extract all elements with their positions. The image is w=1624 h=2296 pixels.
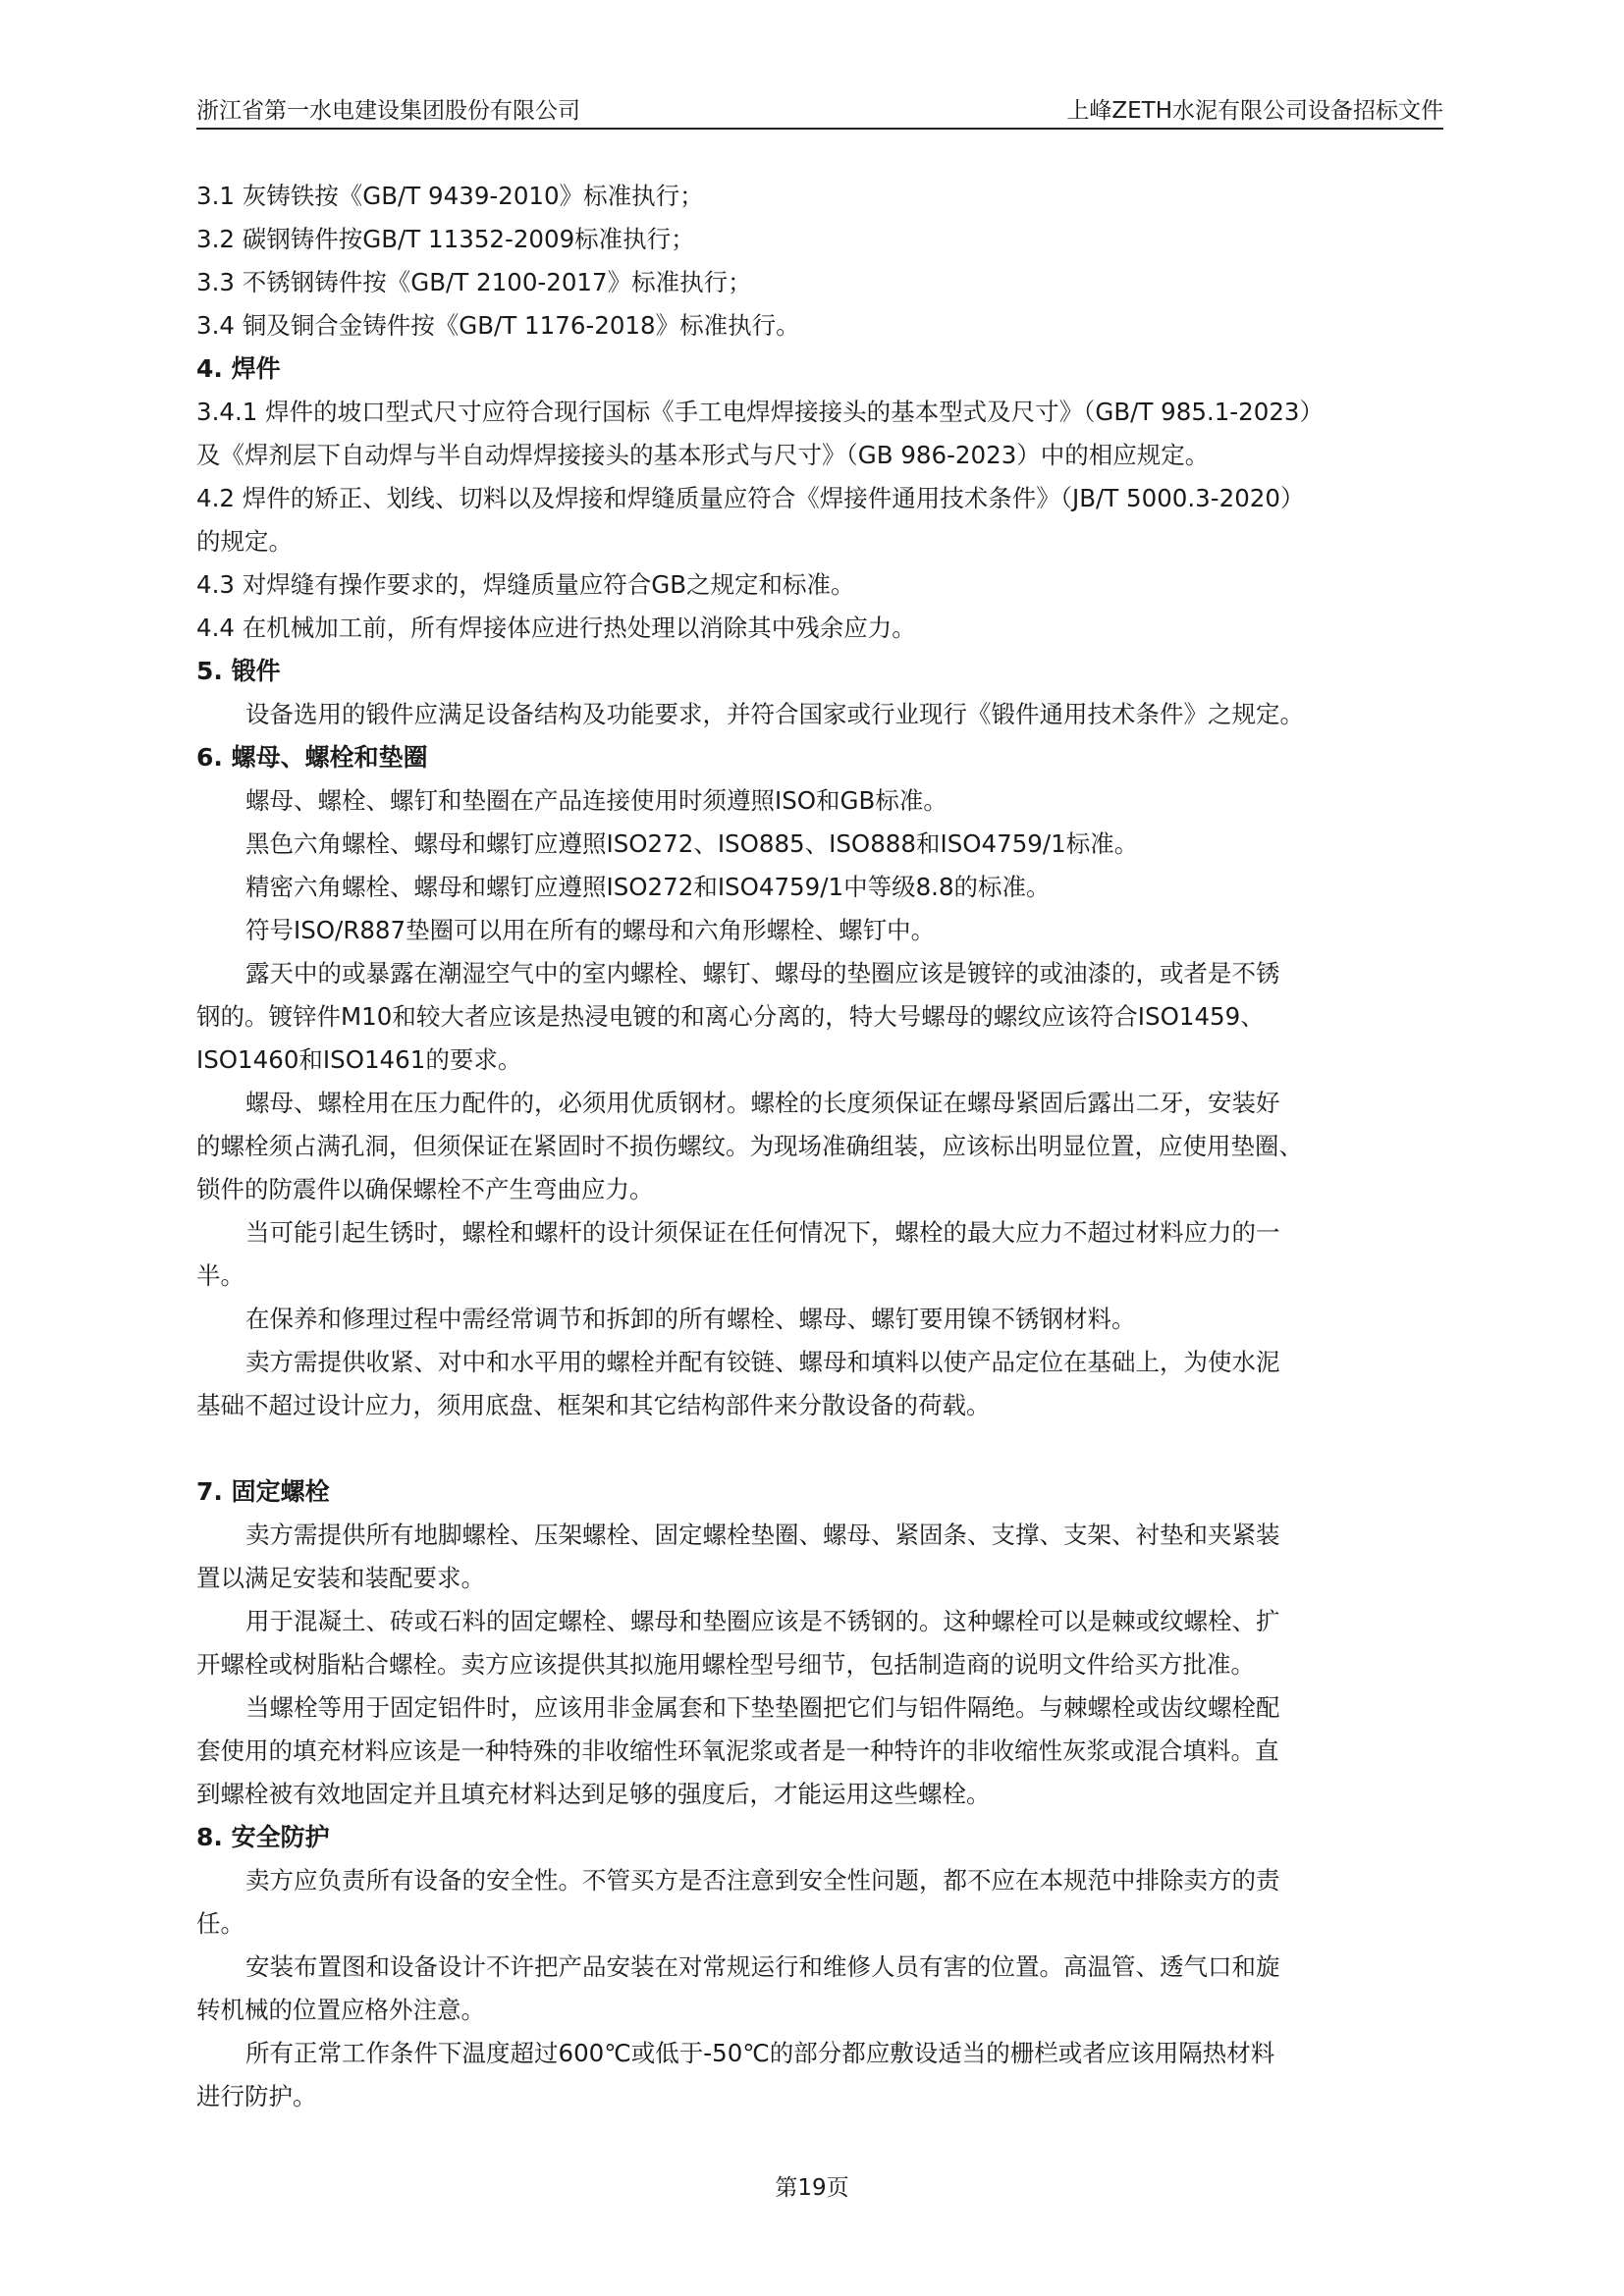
paragraph-6-5-line2: 钢的。镀锌件M10和较大者应该是热浸电镀的和离心分离的，特大号螺母的螺纹应该符合ISO1459、 <box>196 1002 1265 1031</box>
section-heading-nuts-bolts: 6. 螺母、螺栓和垫圈 <box>196 743 428 772</box>
paragraph-7-2-line2: 开螺栓或树脂粘合螺栓。卖方应该提供其拟施用螺栓型号细节，包括制造商的说明文件给买方批准。 <box>196 1650 1255 1679</box>
paragraph-8-2-line1: 安装布置图和设备设计不许把产品安装在对常规运行和维修人员有害的位置。高温管、透气口和旋 <box>245 1952 1280 1981</box>
clause-3-4: 3.4 铜及铜合金铸件按《GB/T 1176-2018》标准执行。 <box>196 311 800 340</box>
clause-3-2: 3.2 碳钢铸件按GB/T 11352-2009标准执行； <box>196 225 695 253</box>
page-number: 第19页 <box>775 2175 849 2201</box>
paragraph-6-9-line2: 基础不超过设计应力，须用底盘、框架和其它结构部件来分散设备的荷载。 <box>196 1391 991 1419</box>
paragraph-6-6-line2: 的螺栓须占满孔洞，但须保证在紧固时不损伤螺纹。为现场准确组装，应该标出明显位置，应使用垫圈、 <box>196 1132 1303 1160</box>
paragraph-7-3-line1: 当螺栓等用于固定铝件时，应该用非金属套和下垫垫圈把它们与铝件隔绝。与棘螺栓或齿纹螺栓配 <box>245 1693 1280 1722</box>
page-footer <box>0 2171 1624 2205</box>
paragraph-8-2-line2: 转机械的位置应格外注意。 <box>196 1996 485 2024</box>
section-heading-safety: 8. 安全防护 <box>196 1823 330 1851</box>
blank-line <box>196 1427 1443 1470</box>
paragraph-7-3-line2: 套使用的填充材料应该是一种特殊的非收缩性环氧泥浆或者是一种特许的非收缩性灰浆或混合填料。直 <box>196 1736 1279 1765</box>
header-document-title: 上峰ZETH水泥有限公司设备招标文件 <box>1066 98 1443 124</box>
clause-4-3: 4.3 对焊缝有操作要求的，焊缝质量应符合GB之规定和标准。 <box>196 570 855 599</box>
paragraph-7-2-line1: 用于混凝土、砖或石料的固定螺栓、螺母和垫圈应该是不锈钢的。这种螺栓可以是棘或纹螺栓、扩 <box>245 1607 1280 1635</box>
clause-3-4-1-line1: 3.4.1 焊件的坡口型式尺寸应符合现行国标《手工电焊焊接接头的基本型式及尺寸》（GB/T 985.1-2023） <box>196 398 1325 426</box>
paragraph-7-3-line3: 到螺栓被有效地固定并且填充材料达到足够的强度后，才能运用这些螺栓。 <box>196 1780 991 1808</box>
clause-4-2-line1: 4.2 焊件的矫正、划线、切料以及焊接和焊缝质量应符合《焊接件通用技术条件》（JB/T 5000.3-2020） <box>196 484 1305 512</box>
paragraph-6-4: 符号ISO/R887垫圈可以用在所有的螺母和六角形螺栓、螺钉中。 <box>245 916 936 944</box>
paragraph-8-1-line2: 任。 <box>196 1909 244 1938</box>
paragraph-6-2: 黑色六角螺栓、螺母和螺钉应遵照ISO272、ISO885、ISO888和ISO4759/1标准。 <box>245 829 1139 858</box>
clause-4-4: 4.4 在机械加工前，所有焊接体应进行热处理以消除其中残余应力。 <box>196 614 916 642</box>
paragraph-6-7-line1: 当可能引起生锈时，螺栓和螺杆的设计须保证在任何情况下，螺栓的最大应力不超过材料应力的一 <box>245 1218 1280 1247</box>
paragraph-6-6-line3: 锁件的防震件以确保螺栓不产生弯曲应力。 <box>196 1175 654 1203</box>
section-heading-anchor-bolts: 7. 固定螺栓 <box>196 1477 330 1506</box>
paragraph-6-6-line1: 螺母、螺栓用在压力配件的，必须用优质钢材。螺栓的长度须保证在螺母紧固后露出二牙，安装好 <box>245 1089 1280 1117</box>
header-company: 浙江省第一水电建设集团股份有限公司 <box>196 98 580 124</box>
paragraph-forging: 设备选用的锻件应满足设备结构及功能要求，并符合国家或行业现行《锻件通用技术条件》之规定。 <box>245 700 1304 728</box>
paragraph-6-8: 在保养和修理过程中需经常调节和拆卸的所有螺栓、螺母、螺钉要用镍不锈钢材料。 <box>245 1305 1136 1333</box>
paragraph-6-3: 精密六角螺栓、螺母和螺钉应遵照ISO272和ISO4759/1中等级8.8的标准。 <box>245 873 1051 901</box>
paragraph-6-9-line1: 卖方需提供收紧、对中和水平用的螺栓并配有铰链、螺母和填料以使产品定位在基础上，为使水泥 <box>245 1348 1280 1376</box>
paragraph-8-3-line2: 进行防护。 <box>196 2082 317 2110</box>
paragraph-6-5-line3: ISO1460和ISO1461的要求。 <box>196 1045 522 1074</box>
paragraph-7-1-line2: 置以满足安装和装配要求。 <box>196 1564 485 1592</box>
page-header <box>196 94 1443 130</box>
clause-3-4-1-line2: 及《焊剂层下自动焊与半自动焊焊接接头的基本形式与尺寸》（GB 986-2023）中的相应规定。 <box>196 441 1210 469</box>
document-body <box>196 175 1443 2118</box>
paragraph-6-1: 螺母、螺栓、螺钉和垫圈在产品连接使用时须遵照ISO和GB标准。 <box>245 786 947 815</box>
paragraph-6-7-line2: 半。 <box>196 1261 244 1290</box>
paragraph-7-1-line1: 卖方需提供所有地脚螺栓、压架螺栓、固定螺栓垫圈、螺母、紧固条、支撑、支架、衬垫和夹紧装 <box>245 1521 1280 1549</box>
clause-3-3: 3.3 不锈钢铸件按《GB/T 2100-2017》标准执行； <box>196 268 752 296</box>
section-heading-forging: 5. 锻件 <box>196 657 281 685</box>
paragraph-8-1-line1: 卖方应负责所有设备的安全性。不管买方是否注意到安全性问题，都不应在本规范中排除卖方的责 <box>245 1866 1280 1895</box>
clause-3-1: 3.1 灰铸铁按《GB/T 9439-2010》标准执行； <box>196 182 704 210</box>
section-heading-welding: 4. 焊件 <box>196 354 281 383</box>
clause-4-2-line2: 的规定。 <box>196 527 293 556</box>
paragraph-6-5-line1: 露天中的或暴露在潮湿空气中的室内螺栓、螺钉、螺母的垫圈应该是镀锌的或油漆的，或者是不锈 <box>245 959 1280 988</box>
paragraph-8-3-line1: 所有正常工作条件下温度超过600℃或低于-50℃的部分都应敷设适当的栅栏或者应该用隔热材料 <box>245 2039 1275 2067</box>
